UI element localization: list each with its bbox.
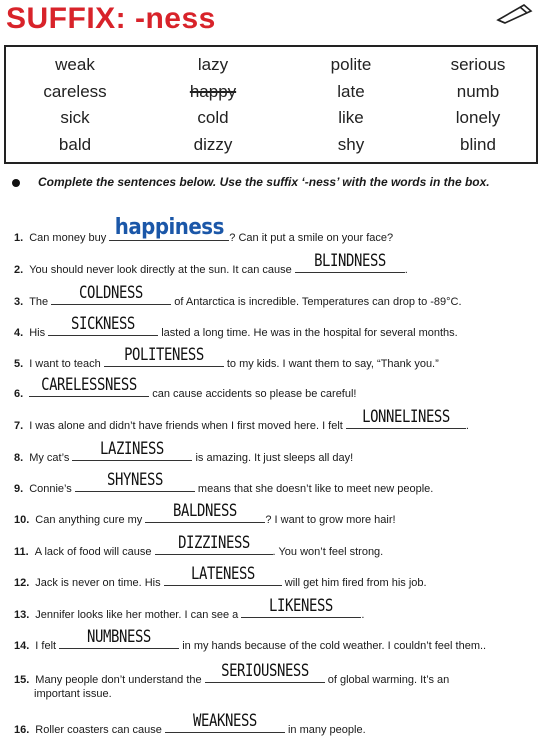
sentence-8 [14, 439, 354, 464]
answer-blank[interactable] [145, 501, 265, 523]
sentence-text-before: Roller coasters can cause [35, 724, 162, 736]
sentence-text-before: You should never look directly at the sun. It can cause [29, 264, 292, 276]
word-box-word: numb [456, 81, 500, 101]
sentence-text-after: . You won’t feel strong. [272, 546, 384, 558]
answer-blank[interactable] [72, 439, 192, 461]
handwritten-answer: COLDNESS [79, 283, 144, 303]
sentence-text-before: I felt [35, 640, 57, 652]
answer-blank[interactable] [75, 470, 195, 492]
worksheet-title: SUFFIX: -ness [6, 2, 216, 35]
answer-blank[interactable] [165, 711, 285, 733]
sentence-text-after: can cause accidents so please be careful! [149, 388, 357, 400]
handwritten-answer: BLINDNESS [313, 251, 386, 271]
handwritten-answer: WEAKNESS [192, 711, 257, 731]
answer-blank[interactable] [51, 283, 171, 305]
sentence-number: 11. [14, 546, 29, 558]
handwritten-answer: POLITENESS [123, 345, 204, 365]
word-box-row [6, 105, 536, 132]
word-box-word: sick [60, 108, 90, 128]
handwritten-answer: SERIOUSNESS [220, 661, 309, 681]
word-box-word: dizzy [193, 134, 233, 154]
sentence-text-before: His [29, 327, 46, 339]
sentence-continuation: important issue. [34, 688, 112, 700]
answer-blank[interactable] [104, 345, 224, 367]
sentence-4 [14, 314, 458, 339]
answer-blank[interactable] [346, 407, 466, 429]
sentence-number: 16. [14, 724, 30, 736]
word-box-word: bald [58, 134, 92, 154]
sentence-7 [14, 407, 469, 432]
bullet-icon [12, 179, 20, 187]
answer-blank[interactable] [59, 627, 179, 649]
sentence-number: 2. [14, 264, 24, 276]
sentence-3 [14, 283, 462, 308]
word-box-word: lazy [197, 55, 229, 75]
sentence-number: 9. [14, 483, 24, 495]
sentence-text-before: Many people don’t understand the [35, 674, 202, 686]
answer-blank[interactable] [155, 533, 273, 555]
sentence-text-before: A lack of food will cause [34, 546, 152, 558]
sentence-text-after: in my hands because of the cold weather. I couldn’t feel them.. [179, 640, 487, 652]
handwritten-answer: NUMBNESS [87, 627, 152, 647]
sentence-text-after: . [465, 420, 469, 432]
sentence-text-before: Jennifer looks like her mother. I can see a [35, 609, 239, 621]
sentence-text-after: of Antarctica is incredible. Temperatures can drop to -89°C. [171, 296, 462, 308]
sentence-16 [14, 711, 366, 736]
handwritten-answer: LAZINESS [100, 439, 165, 459]
sentence-13 [14, 596, 365, 621]
sentence-number: 8. [14, 452, 24, 464]
sentence-6 [14, 375, 357, 400]
sentence-number: 15. [14, 674, 30, 686]
sentence-number: 14. [14, 640, 30, 652]
sentence-number: 7. [14, 420, 24, 432]
sentence-5 [14, 345, 439, 370]
sentence-text-before: Can anything cure my [35, 514, 143, 526]
sentence-number: 12. [14, 577, 30, 589]
word-box-word: shy [337, 134, 365, 154]
sentence-text-after: ? Can it put a smile on your face? [229, 232, 394, 244]
handwritten-answer: BALDNESS [173, 501, 238, 521]
answer-blank[interactable] [164, 564, 282, 586]
word-box-word: late [337, 81, 365, 101]
sentence-text-after: will get him fired from his job. [281, 577, 427, 589]
sentence-9 [14, 470, 434, 495]
word-box-row [6, 79, 536, 106]
word-box-word: happy [189, 81, 237, 101]
word-box-word: serious [450, 55, 506, 75]
handwritten-answer: SICKNESS [71, 314, 136, 334]
sentence-11 [14, 533, 384, 558]
handwritten-answer: SHYNESS [106, 470, 163, 490]
word-box-word: cold [197, 108, 229, 128]
handwritten-answer: LIKENESS [269, 596, 334, 616]
word-box-word: weak [55, 55, 95, 75]
sentence-text-after: to my kids. I want them to say, “Thank you.” [223, 358, 439, 370]
sentence-text-before: My cat’s [29, 452, 70, 464]
word-box-row [6, 52, 536, 79]
sentence-14 [14, 627, 487, 652]
sentence-number: 6. [14, 388, 24, 400]
sentence-text-after: is amazing. It just sleeps all day! [192, 452, 354, 464]
answer-blank[interactable] [205, 661, 325, 683]
sentence-number: 10. [14, 514, 30, 526]
word-box-word: lonely [455, 108, 501, 128]
sentence-text-before: The [29, 296, 49, 308]
answer-blank[interactable] [295, 251, 405, 273]
answer-blank[interactable] [109, 215, 229, 241]
pencil-icon [494, 2, 534, 24]
sentence-1 [14, 215, 394, 244]
sentence-number: 5. [14, 358, 24, 370]
sentence-text-after: lasted a long time. He was in the hospital for several months. [158, 327, 458, 339]
sentence-text-before: Jack is never on time. His [35, 577, 161, 589]
sentence-12 [14, 564, 427, 589]
handwritten-answer: LONNELINESS [362, 407, 450, 427]
instructions: Complete the sentences below. Use the suffix ‘-ness’ with the words in the box. [12, 175, 490, 189]
answer-blank[interactable] [241, 596, 361, 618]
sentence-text-after: of global warming. It’s an [324, 674, 450, 686]
sentence-text-after: in many people. [284, 724, 366, 736]
handwritten-answer: CARELESSNESS [41, 375, 138, 395]
sentence-number: 1. [14, 232, 24, 244]
word-box-word: careless [43, 81, 107, 101]
handwritten-answer: happiness [114, 215, 224, 240]
answer-blank[interactable] [48, 314, 158, 336]
word-box-word: like [338, 108, 364, 128]
word-box-row [6, 132, 536, 159]
sentence-text-before: Can money buy [29, 232, 107, 244]
sentence-text-before: I want to teach [29, 358, 101, 370]
word-box-word: polite [330, 55, 372, 75]
sentence-text-after: means that she doesn’t like to meet new people. [194, 483, 434, 495]
handwritten-answer: LATENESS [190, 564, 255, 584]
sentence-text-after: ? I want to grow more hair! [265, 514, 396, 526]
answer-blank[interactable] [29, 375, 149, 397]
sentence-text-before: I was alone and didn’t have friends when I first moved here. I felt [29, 420, 343, 432]
handwritten-answer: DIZZINESS [177, 533, 250, 553]
sentence-number: 4. [14, 327, 24, 339]
word-box [4, 45, 538, 164]
sentence-text-before: Connie’s [29, 483, 72, 495]
sentence-15 [14, 661, 450, 686]
sentence-2 [14, 251, 408, 276]
sentence-number: 3. [14, 296, 24, 308]
sentence-10 [14, 501, 396, 526]
sentence-number: 13. [14, 609, 30, 621]
sentence-text-after: . [361, 609, 365, 621]
sentence-text-after: . [404, 264, 408, 276]
word-box-word: blind [460, 134, 496, 154]
